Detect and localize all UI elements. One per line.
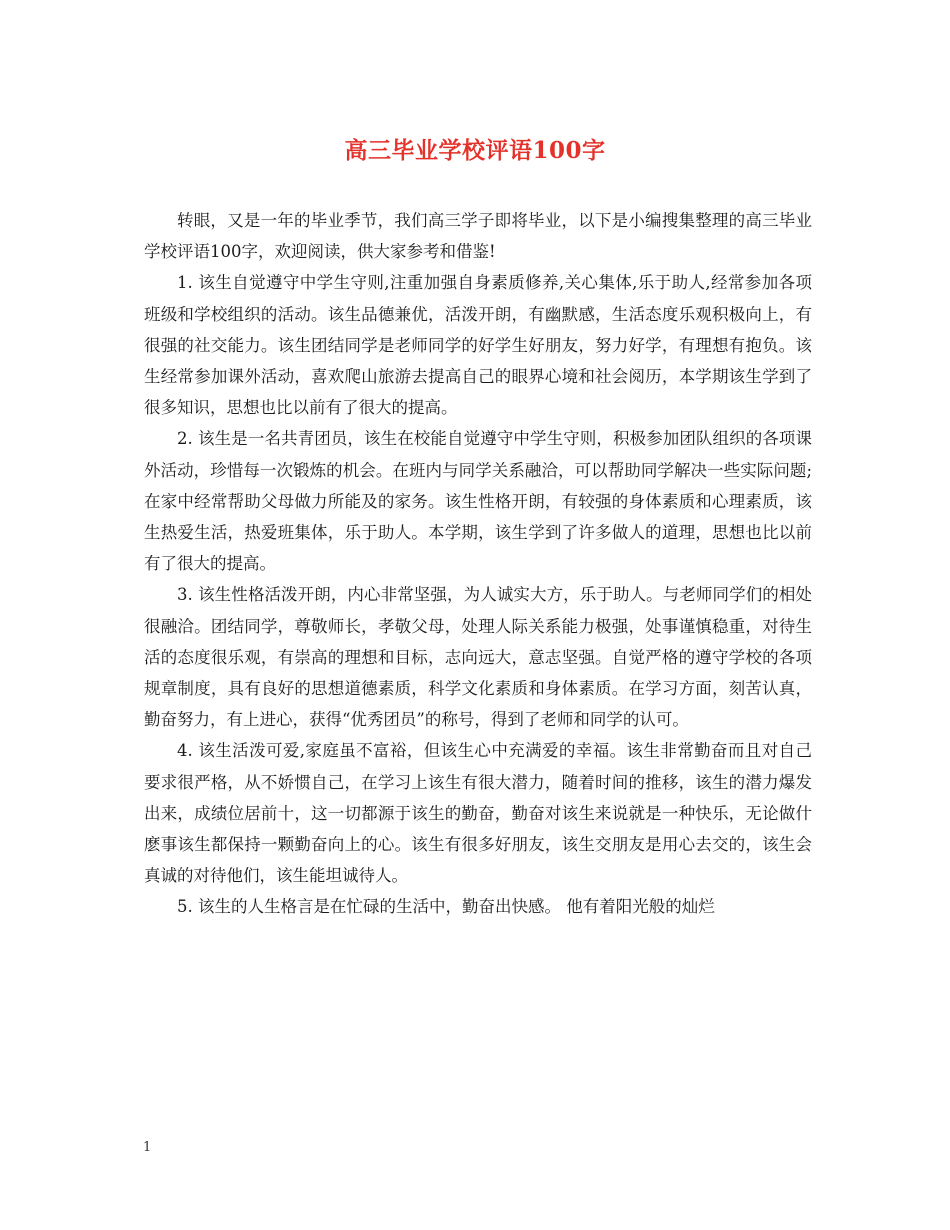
comment-paragraph-1: 1. 该生自觉遵守中学生守则,注重加强自身素质修养,关心集体,乐于助人,经常参加各项班级和学校组织的活动。该生品德兼优，活泼开朗，有幽默感，生活态度乐观积极向上，有很强的社交能力。该生团结同学是老师同学的好学生好朋友，努力好学，有理想有抱负。该生经常参加课外活动，喜欢爬山旅游去提高自己的眼界心境和社会阅历，本学期该生学到了很多知识，思想也比以前有了很大的提高。 [144,273,812,418]
comment-paragraph-4: 4. 该生活泼可爱,家庭虽不富裕，但该生心中充满爱的幸福。该生非常勤奋而且对自己要求很严格，从不娇惯自己，在学习上该生有很大潜力，随着时间的推移，该生的潜力爆发出来，成绩位居前十，这一切都源于该生的勤奋，勤奋对该生来说就是一种快乐，无论做什麽事该生都保持一颗勤奋向上的心。该生有很多好朋友，该生交朋友是用心去交的，该生会真诚的对待他们，该生能坦诚待人。 [144,741,812,886]
intro-paragraph: 转眼，又是一年的毕业季节，我们高三学子即将毕业，以下是小编搜集整理的高三毕业学校评语100字，欢迎阅读，供大家参考和借鉴! [144,211,812,262]
comment-paragraph-5: 5. 该生的人生格言是在忙碌的生活中，勤奋出快感。 他有着阳光般的灿烂 [177,897,715,917]
document-title: 高三毕业学校评语100字 [344,137,606,164]
page-number: 1 [143,1140,152,1155]
comment-paragraph-3: 3. 该生性格活泼开朗，内心非常坚强，为人诚实大方，乐于助人。与老师同学们的相处很融洽。团结同学，尊敬师长，孝敬父母，处理人际关系能力极强，处事谨慎稳重，对待生活的态度很乐观，有崇高的理想和目标，志向远大，意志坚强。自觉严格的遵守学校的各项规章制度，具有良好的思想道德素质，科学文化素质和身体素质。在学习方面，刻苦认真，勤奋努力，有上进心，获得“优秀团员”的称号，得到了老师和同学的认可。 [144,585,812,730]
document-body [144,205,812,923]
comment-paragraph-2: 2. 该生是一名共青团员，该生在校能自觉遵守中学生守则，积极参加团队组织的各项课外活动，珍惜每一次锻炼的机会。在班内与同学关系融洽，可以帮助同学解决一些实际问题;在家中经常帮助父母做力所能及的家务。该生性格开朗，有较强的身体素质和心理素质，该生热爱生活，热爱班集体，乐于助人。本学期，该生学到了许多做人的道理，思想也比以前有了很大的提高。 [144,429,812,574]
